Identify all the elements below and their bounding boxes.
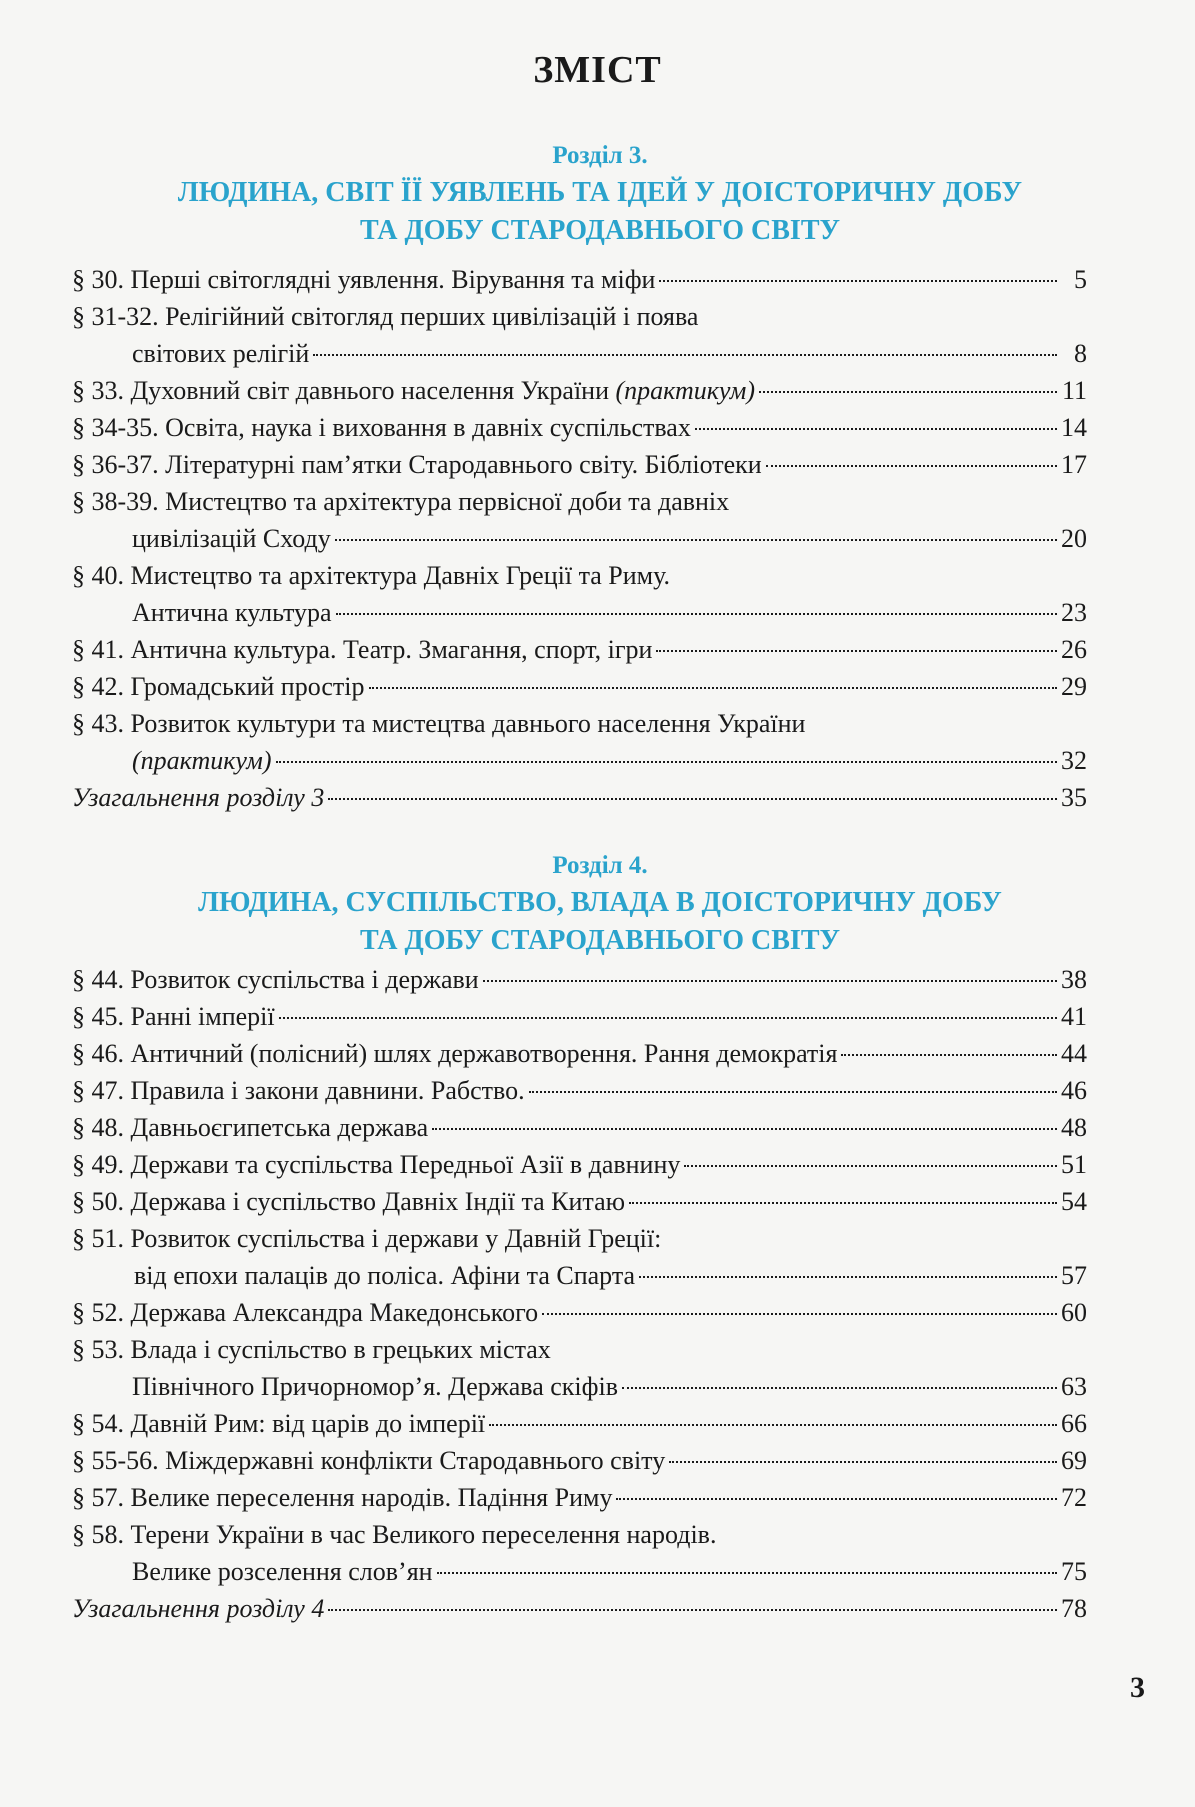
toc-entry-43[interactable] (72, 705, 1087, 742)
toc-page-number: 8 (1074, 339, 1087, 368)
toc-entry-52[interactable] (72, 1294, 1087, 1331)
toc-page-number: 78 (1061, 1594, 1087, 1623)
toc-entry-53-cont[interactable] (72, 1368, 1087, 1405)
dot-leader (542, 1313, 1057, 1315)
dot-leader (684, 1165, 1057, 1167)
toc-entry-text: світових релігій (132, 339, 310, 368)
toc-page-number: 63 (1061, 1372, 1087, 1401)
toc-entry-note: (практикум) (615, 376, 756, 405)
section-3-heading (60, 138, 1140, 250)
toc-entry-text: § 33. Духовний світ давнього населення України (практикум) (72, 376, 756, 405)
dot-leader (313, 354, 1057, 356)
toc-page-number: 51 (1061, 1150, 1087, 1179)
toc-entry-text: § 48. Давньоєгипетська держава (72, 1113, 429, 1142)
dot-leader (328, 1609, 1057, 1611)
section-4-toc (72, 961, 1087, 1627)
toc-entry-text: від епохи палаців до поліса. Афіни та Спарта (134, 1261, 636, 1290)
toc-entry-text: § 57. Велике переселення народів. Падіння Риму (72, 1483, 613, 1512)
dot-leader (437, 1572, 1057, 1574)
toc-entry-53[interactable] (72, 1331, 1087, 1368)
toc-entry-40[interactable] (72, 557, 1087, 594)
toc-entry-summary-4[interactable] (72, 1590, 1087, 1627)
toc-page-number: 54 (1061, 1187, 1087, 1216)
toc-page-number: 26 (1061, 635, 1087, 664)
toc-page-number: 35 (1061, 783, 1087, 812)
toc-entry-58[interactable] (72, 1516, 1087, 1553)
toc-page-number: 20 (1061, 524, 1087, 553)
toc-entry-50[interactable] (72, 1183, 1087, 1220)
toc-entry-text: § 46. Античний (полісний) шлях державотворення. Рання демократія (72, 1039, 838, 1068)
toc-page-number: 57 (1061, 1261, 1087, 1290)
section-3-title-line-2: ТА ДОБУ СТАРОДАВНЬОГО СВІТУ (359, 215, 841, 246)
toc-page-number: 75 (1061, 1557, 1087, 1586)
toc-entry-text: Північного Причорномор’я. Держава скіфів (132, 1372, 618, 1401)
toc-entry-43-cont[interactable] (72, 742, 1087, 779)
toc-entry-text: (практикум) (132, 746, 272, 775)
toc-entry-47[interactable] (72, 1072, 1087, 1109)
toc-entry-text: цивілізацій Сходу (132, 524, 331, 553)
dot-leader (489, 1424, 1057, 1426)
section-3-toc (72, 261, 1087, 816)
toc-entry-text: Узагальнення розділу 4 (72, 1594, 325, 1623)
dot-leader (629, 1202, 1057, 1204)
toc-entry-58-cont[interactable] (72, 1553, 1087, 1590)
toc-entry-text: § 47. Правила і закони давнини. Рабство. (72, 1076, 525, 1105)
toc-entry-text: § 43. Розвиток культури та мистецтва давнього населення України (72, 709, 806, 738)
toc-page-number: 32 (1061, 746, 1087, 775)
dot-leader (656, 650, 1057, 652)
toc-entry-44[interactable] (72, 961, 1087, 998)
toc-entry-text: Велике розселення слов’ян (132, 1557, 433, 1586)
toc-entry-42[interactable] (72, 668, 1087, 705)
dot-leader (276, 761, 1057, 763)
toc-entry-text: § 44. Розвиток суспільства і держави (72, 965, 479, 994)
dot-leader (766, 465, 1057, 467)
dot-leader (432, 1128, 1057, 1130)
toc-entry-text: Узагальнення розділу 3 (72, 783, 325, 812)
toc-entry-text: § 42. Громадський простір (72, 672, 365, 701)
toc-entry-31-32-cont[interactable] (72, 335, 1087, 372)
toc-entry-51[interactable] (72, 1220, 1087, 1257)
section-4-label: Розділ 4. (552, 852, 648, 879)
toc-entry-text: § 52. Держава Александра Македонського (72, 1298, 539, 1327)
dot-leader (616, 1498, 1057, 1500)
dot-leader (483, 980, 1057, 982)
dot-leader (669, 1461, 1057, 1463)
dot-leader (841, 1054, 1057, 1056)
toc-entry-text: Антична культура (132, 598, 332, 627)
toc-entry-36-37[interactable] (72, 446, 1087, 483)
toc-entry-text: § 40. Мистецтво та архітектура Давніх Греції та Риму. (72, 561, 671, 590)
toc-entry-summary-3[interactable] (72, 779, 1087, 816)
toc-entry-text: § 58. Терени України в час Великого переселення народів. (72, 1520, 717, 1549)
dot-leader (279, 1017, 1057, 1019)
section-4-title-line-1: ЛЮДИНА, СУСПІЛЬСТВО, ВЛАДА В ДОІСТОРИЧНУ ДОБУ (198, 887, 1002, 918)
toc-entry-54[interactable] (72, 1405, 1087, 1442)
toc-entry-38-39-cont[interactable] (72, 520, 1087, 557)
toc-page-number: 17 (1061, 450, 1087, 479)
toc-entry-text: § 49. Держави та суспільства Передньої Азії в давнину (72, 1150, 681, 1179)
page-title: ЗМІСТ (533, 49, 662, 91)
toc-entry-text: § 41. Антична культура. Театр. Змагання, спорт, ігри (72, 635, 653, 664)
toc-entry-text: § 50. Держава і суспільство Давніх Індії та Китаю (72, 1187, 626, 1216)
toc-page-number: 5 (1074, 265, 1087, 294)
toc-page-number: 14 (1061, 413, 1087, 442)
toc-page-number: 44 (1061, 1039, 1087, 1068)
toc-page-number: 46 (1061, 1076, 1087, 1105)
dot-leader (695, 428, 1057, 430)
toc-page-number: 38 (1061, 965, 1087, 994)
toc-entry-49[interactable] (72, 1146, 1087, 1183)
toc-page-number: 72 (1061, 1483, 1087, 1512)
toc-entry-34-35[interactable] (72, 409, 1087, 446)
toc-entry-text: § 34-35. Освіта, наука і виховання в давніх суспільствах (72, 413, 691, 442)
toc-page-number: 48 (1061, 1113, 1087, 1142)
dot-leader (639, 1276, 1057, 1278)
section-4-title-line-2: ТА ДОБУ СТАРОДАВНЬОГО СВІТУ (359, 925, 841, 956)
dot-leader (328, 798, 1057, 800)
toc-page-number: 60 (1061, 1298, 1087, 1327)
toc-entry-text: § 38-39. Мистецтво та архітектура первісної доби та давніх (72, 487, 730, 516)
toc-entry-38-39[interactable] (72, 483, 1087, 520)
dot-leader (335, 539, 1057, 541)
toc-entry-45[interactable] (72, 998, 1087, 1035)
toc-entry-51-cont[interactable] (72, 1257, 1087, 1294)
toc-entry-text: § 53. Влада і суспільство в грецьких містах (72, 1335, 551, 1364)
toc-entry-57[interactable] (72, 1479, 1087, 1516)
toc-entry-40-cont[interactable] (72, 594, 1087, 631)
toc-entry-33[interactable] (72, 372, 1087, 409)
toc-page-number: 69 (1061, 1446, 1087, 1475)
toc-page-number: 41 (1061, 1002, 1087, 1031)
dot-leader (336, 613, 1057, 615)
toc-entry-text: § 51. Розвиток суспільства і держави у Давній Греції: (72, 1224, 662, 1253)
toc-entry-48[interactable] (72, 1109, 1087, 1146)
toc-entry-text: § 55-56. Міждержавні конфлікти Стародавнього світу (72, 1446, 666, 1475)
toc-page-number: 29 (1061, 672, 1087, 701)
toc-entry-31-32[interactable] (72, 298, 1087, 335)
page-number: 3 (1130, 1671, 1145, 1704)
toc-entry-30[interactable] (72, 261, 1087, 298)
toc-entry-41[interactable] (72, 631, 1087, 668)
toc-page-number: 66 (1061, 1409, 1087, 1438)
toc-entry-text: § 36-37. Літературні пам’ятки Стародавнього світу. Бібліотеки (72, 450, 762, 479)
dot-leader (369, 687, 1058, 689)
dot-leader (759, 391, 1057, 393)
dot-leader (529, 1091, 1057, 1093)
toc-entry-55-56[interactable] (72, 1442, 1087, 1479)
toc-entry-text: § 31-32. Релігійний світогляд перших цивілізацій і поява (72, 302, 699, 331)
toc-entry-text: § 54. Давній Рим: від царів до імперії (72, 1409, 486, 1438)
dot-leader (622, 1387, 1057, 1389)
section-4-heading (60, 848, 1140, 960)
dot-leader (659, 280, 1057, 282)
toc-page-number: 11 (1061, 376, 1087, 405)
toc-entry-text: § 45. Ранні імперії (72, 1002, 275, 1031)
toc-entry-text: § 30. Перші світоглядні уявлення. Вірування та міфи (72, 265, 656, 294)
section-3-label: Розділ 3. (552, 142, 648, 169)
section-3-title-line-1: ЛЮДИНА, СВІТ ЇЇ УЯВЛЕНЬ ТА ІДЕЙ У ДОІСТОРИЧНУ ДОБУ (177, 177, 1023, 208)
toc-page-number: 23 (1061, 598, 1087, 627)
toc-entry-46[interactable] (72, 1035, 1087, 1072)
